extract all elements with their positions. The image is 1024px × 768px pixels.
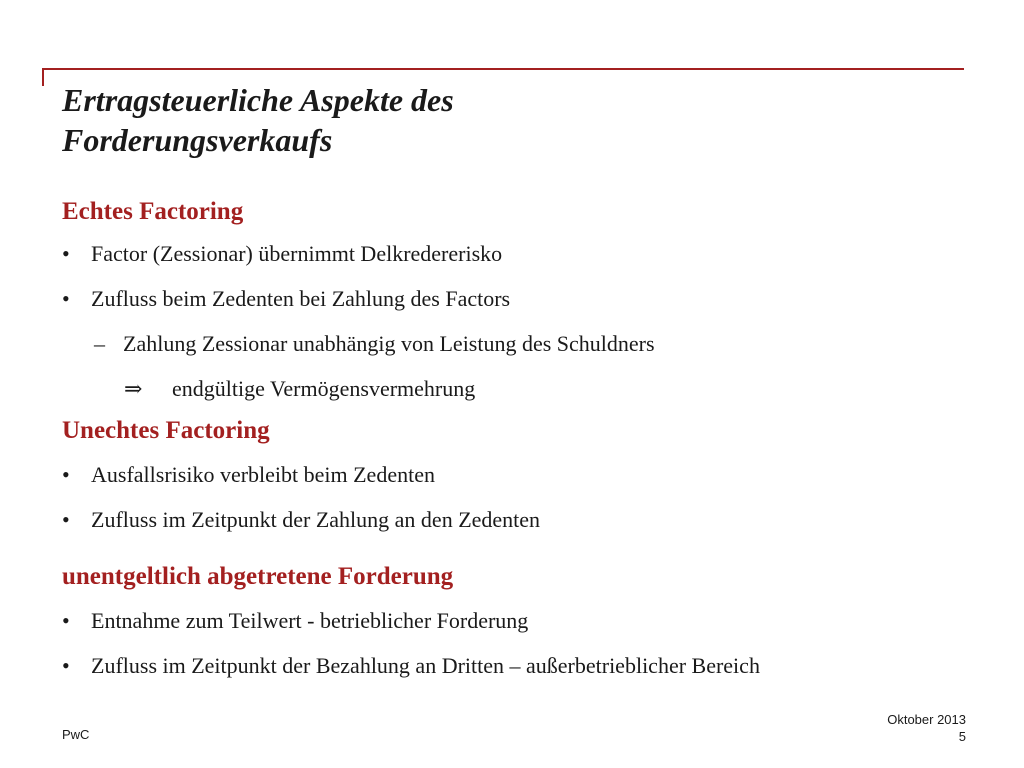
bullet-item <box>62 506 982 534</box>
bullet-text: Zufluss im Zeitpunkt der Zahlung an den Zedenten <box>91 507 541 532</box>
section-heading-unentgeltlich: unentgeltlich abgetretene Forderung <box>62 563 454 590</box>
section-heading-unechtes-factoring: Unechtes Factoring <box>62 417 270 444</box>
title-line-2: Forderungsverkaufs <box>62 122 333 158</box>
title-line-1: Ertragsteuerliche Aspekte des <box>62 82 454 118</box>
bullet-icon: • <box>62 507 70 532</box>
bullet-item <box>62 461 982 489</box>
bullet-text: Factor (Zessionar) übernimmt Delkredererisko <box>91 241 503 266</box>
footer-date: Oktober 2013 <box>887 712 966 727</box>
bullet-text: Ausfallsrisiko verbleibt beim Zedenten <box>91 462 435 487</box>
slide-content <box>62 196 982 680</box>
bullet-icon: • <box>62 286 70 311</box>
bullet-icon: • <box>62 462 70 487</box>
title-rule-horizontal <box>42 68 964 70</box>
page-number: 5 <box>958 729 966 744</box>
bullet-item <box>62 607 982 635</box>
implies-arrow-icon: ⇒ <box>124 376 143 401</box>
bullet-item <box>62 240 982 268</box>
sub-bullet-text: Zahlung Zessionar unabhängig von Leistung des Schuldners <box>123 331 655 356</box>
implication-item <box>62 375 982 403</box>
bullet-text: Zufluss im Zeitpunkt der Bezahlung an Dritten – außerbetrieblicher Bereich <box>91 653 760 678</box>
bullet-icon: • <box>62 241 70 266</box>
bullet-icon: • <box>62 608 70 633</box>
slide-title <box>62 80 862 160</box>
sub-bullet-item <box>62 330 982 358</box>
footer-meta <box>887 711 966 745</box>
implication-text: endgültige Vermögensvermehrung <box>172 376 476 401</box>
bullet-icon: • <box>62 653 70 678</box>
bullet-text: Zufluss beim Zedenten bei Zahlung des Factors <box>91 286 511 311</box>
footer-company: PwC <box>62 727 90 742</box>
bullet-item <box>62 652 982 680</box>
section-heading-echtes-factoring: Echtes Factoring <box>62 198 244 225</box>
bullet-item <box>62 285 982 313</box>
dash-icon: – <box>94 331 105 356</box>
title-rule-vertical <box>42 68 44 86</box>
bullet-text: Entnahme zum Teilwert - betrieblicher Forderung <box>91 608 529 633</box>
